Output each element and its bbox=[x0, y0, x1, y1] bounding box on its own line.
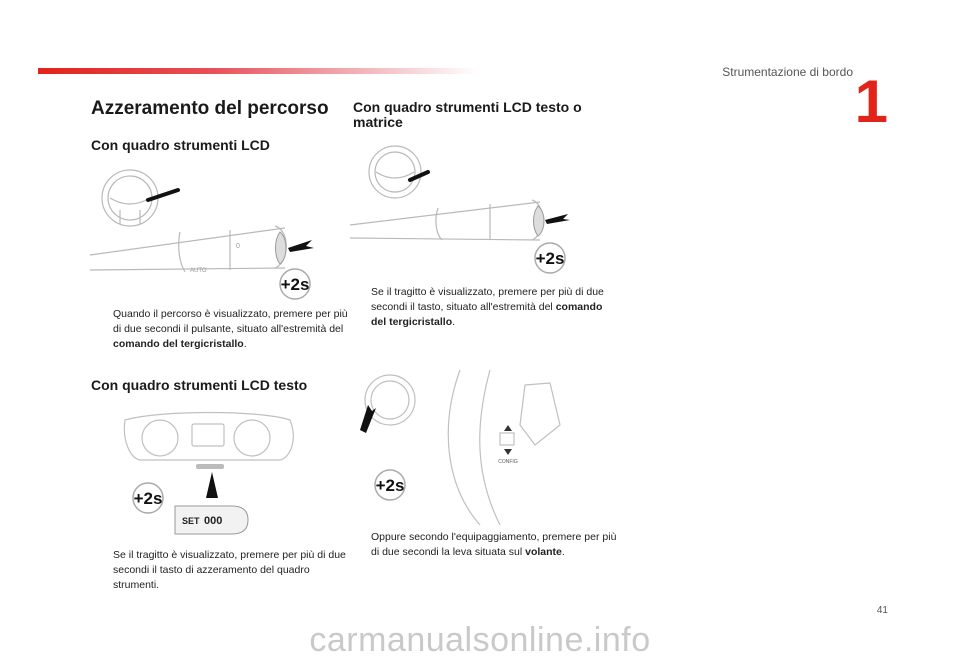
chapter-number: 1 bbox=[854, 68, 888, 135]
header-accent-bar bbox=[38, 68, 478, 74]
heading-matrix: Con quadro strumenti LCD testo o matrice bbox=[353, 99, 582, 130]
timer-2s-label: +2s bbox=[535, 249, 565, 268]
figure-instrument-panel bbox=[120, 410, 300, 540]
config-label: CONFIG bbox=[498, 459, 518, 465]
section-title: Strumentazione di bordo bbox=[722, 65, 853, 79]
stalk-label-zero: 0 bbox=[236, 243, 240, 250]
set-value: 000 bbox=[204, 515, 223, 527]
page-number: 41 bbox=[876, 605, 888, 616]
instruction-steering: Oppure secondo l'equipaggiamento, premere per più di due secondi la leva situata sul volante. bbox=[371, 531, 617, 558]
figure-wiper-stalk-lcd bbox=[90, 160, 330, 300]
timer-2s-label: +2s bbox=[375, 476, 405, 495]
page-title: Azzeramento del percorso bbox=[91, 98, 329, 119]
heading-lcd: Con quadro strumenti LCD bbox=[91, 137, 270, 153]
watermark: carmanualsonline.info bbox=[309, 621, 651, 659]
timer-2s-label: +2s bbox=[133, 489, 163, 508]
set-label: SET bbox=[182, 516, 200, 526]
stalk-label-auto: AUTO bbox=[190, 268, 207, 274]
figure-wiper-stalk-matrix bbox=[350, 140, 590, 280]
instruction-lcd-text: Se il tragitto è visualizzato, premere per più di due secondi il tasto di azzeramento del quadro strumenti. bbox=[113, 549, 346, 591]
instruction-lcd: Quando il percorso è visualizzato, premere per più di due secondi il pulsante, situato all'estremità del comando del tergicristallo. bbox=[113, 308, 348, 350]
figure-steering-wheel bbox=[350, 365, 595, 525]
heading-lcd-text: Con quadro strumenti LCD testo bbox=[91, 377, 308, 393]
instruction-matrix: Se il tragitto è visualizzato, premere per più di due secondi il tasto, situato all'estremità del comando del tergicristallo. bbox=[371, 286, 604, 328]
timer-2s-label: +2s bbox=[280, 275, 310, 294]
